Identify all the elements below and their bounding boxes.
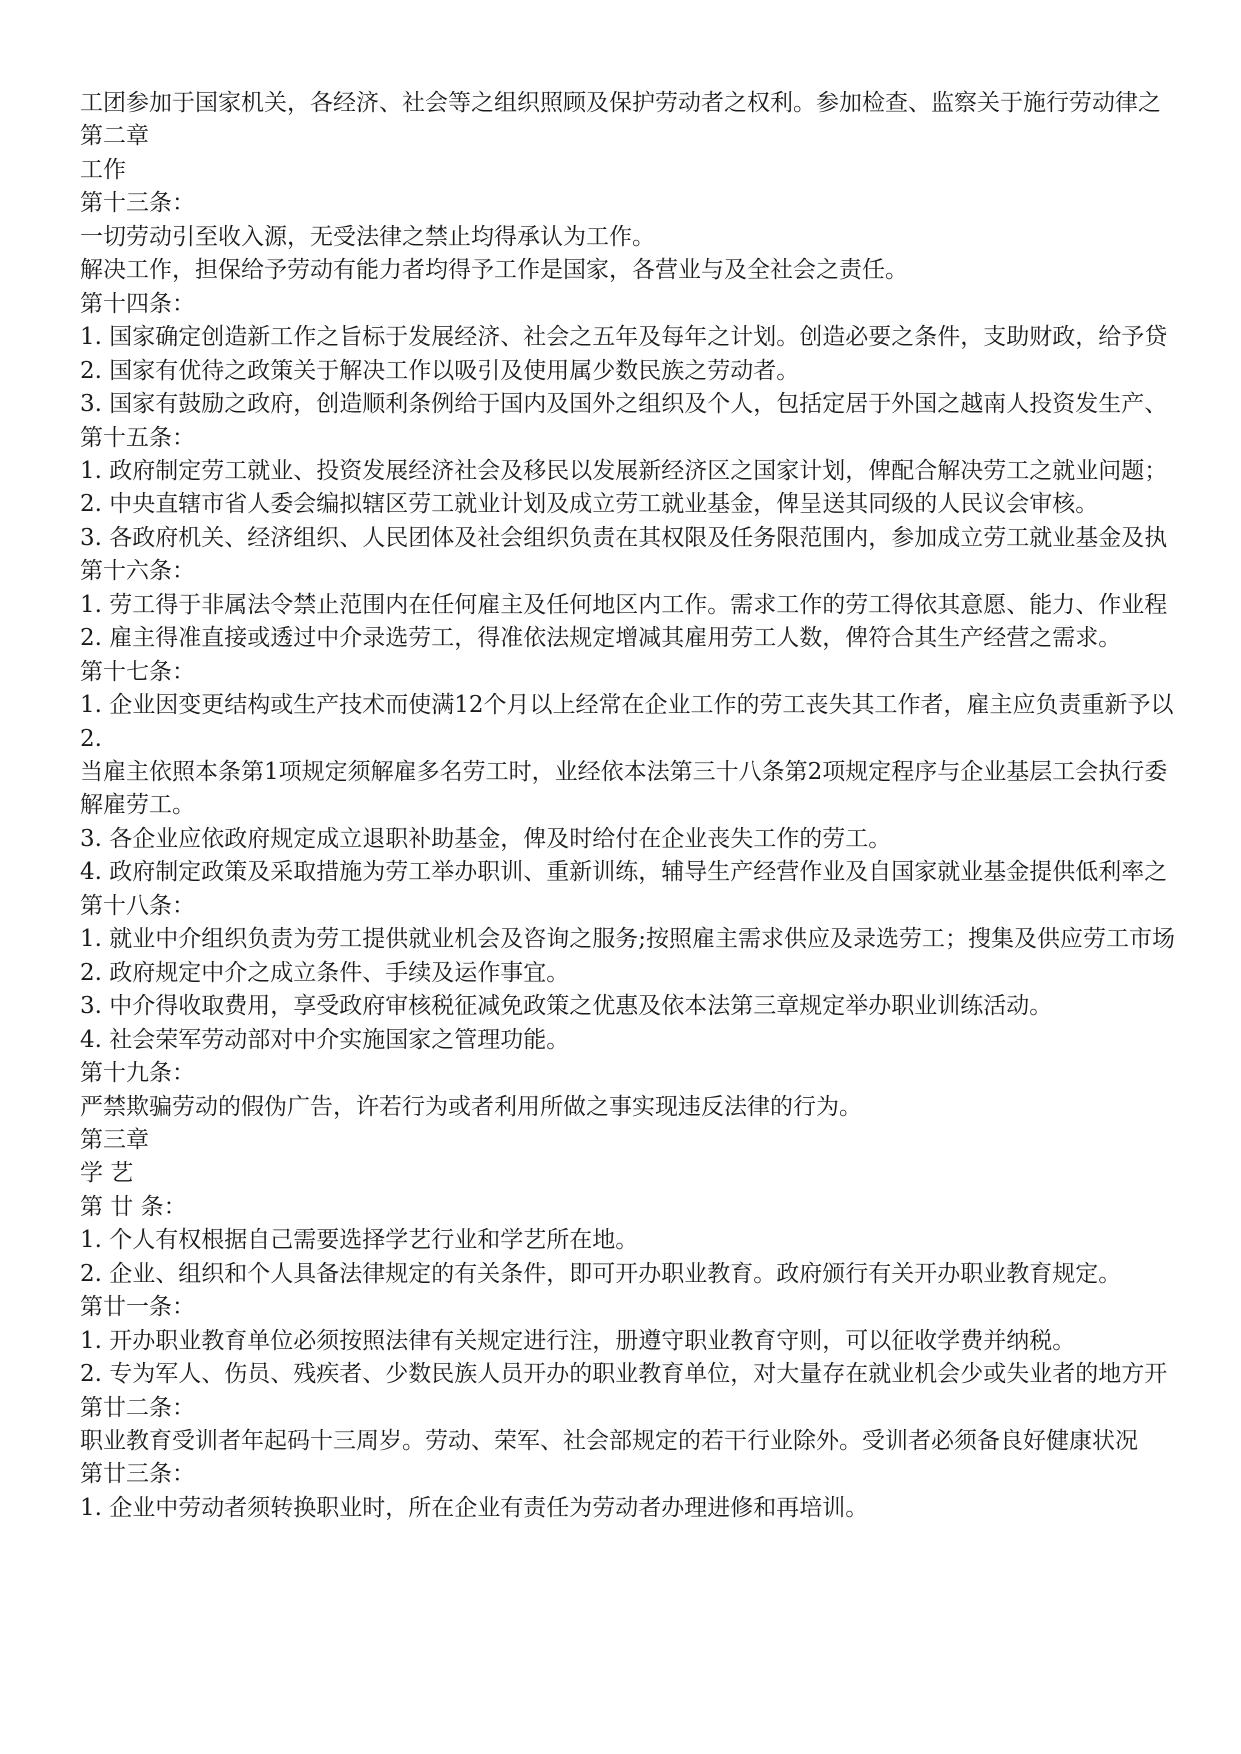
text-line: 第廿二条：	[80, 1395, 195, 1421]
text-line: 当雇主依照本条第1项规定须解雇多名劳工时，业经依本法第三十八条第2项规定程序与企业基层工会执行委	[80, 759, 1168, 785]
text-line: 1. 开办职业教育单位必须按照法律有关规定进行注，册遵守职业教育守则，可以征收学费并纳税。	[80, 1328, 1076, 1354]
text-line: 工团参加于国家机关，各经济、社会等之组织照顾及保护劳动者之权利。参加检查、监察关于施行劳动律之	[80, 90, 1161, 116]
text-line: 第二章	[80, 123, 149, 149]
text-line: 严禁欺骗劳动的假伪广告，许若行为或者利用所做之事实现违反法律的行为。	[80, 1094, 862, 1120]
text-line: 第三章	[80, 1127, 149, 1153]
text-line: 2. 中央直辖市省人委会编拟辖区劳工就业计划及成立劳工就业基金，俾呈送其同级的人民议会审核。	[80, 491, 1099, 517]
text-line: 4. 政府制定政策及采取措施为劳工举办职训、重新训练，辅导生产经营作业及自国家就业基金提供低利率之	[80, 859, 1168, 885]
text-line: 第十四条：	[80, 291, 195, 317]
text-line: 3. 各政府机关、经济组织、人民团体及社会组织负责在其权限及任务限范围内，参加成立劳工就业基金及执	[80, 525, 1168, 551]
text-line: 2. 专为军人、伤员、残疾者、少数民族人员开办的职业教育单位，对大量存在就业机会少或失业者的地方开	[80, 1361, 1168, 1387]
text-line: 1. 企业中劳动者须转换职业时，所在企业有责任为劳动者办理进修和再培训。	[80, 1495, 869, 1521]
text-line: 2. 政府规定中介之成立条件、手续及运作事宜。	[80, 960, 570, 986]
text-line: 1. 个人有权根据自己需要选择学艺行业和学艺所在地。	[80, 1227, 639, 1253]
text-line: 解雇劳工。	[80, 792, 195, 818]
text-line: 第廿一条：	[80, 1294, 195, 1320]
text-line: 2. 雇主得准直接或透过中介录选劳工，得准依法规定增减其雇用劳工人数，俾符合其生产经营之需求。	[80, 625, 1122, 651]
text-line: 3. 中介得收取费用，享受政府审核税征减免政策之优惠及依本法第三章规定举办职业训练活动。	[80, 993, 1053, 1019]
text-line: 学 艺	[80, 1160, 134, 1186]
text-line: 第 廿 条：	[80, 1194, 187, 1220]
text-line: 1. 国家确定创造新工作之旨标于发展经济、社会之五年及每年之计划。创造必要之条件，支助财政，给予贷	[80, 324, 1168, 350]
text-line: 一切劳动引至收入源，无受法律之禁止均得承认为工作。	[80, 224, 655, 250]
text-line: 第十九条：	[80, 1060, 195, 1086]
text-line: 解决工作，担保给予劳动有能力者均得予工作是国家，各营业与及全社会之责任。	[80, 257, 908, 283]
text-line: 第十五条：	[80, 425, 195, 451]
text-line: 1. 政府制定劳工就业、投资发展经济社会及移民以发展新经济区之国家计划，俾配合解决劳工之就业问题；	[80, 458, 1168, 484]
text-line: 1. 就业中介组织负责为劳工提供就业机会及咨询之服务;按照雇主需求供应及录选劳工；搜集及供应劳工市场	[80, 926, 1176, 952]
text-line: 第廿三条：	[80, 1461, 195, 1487]
text-line: 2. 国家有优待之政策关于解决工作以吸引及使用属少数民族之劳动者。	[80, 358, 800, 384]
text-line: 4. 社会荣军劳动部对中介实施国家之管理功能。	[80, 1027, 570, 1053]
text-line: 2. 企业、组织和个人具备法律规定的有关条件，即可开办职业教育。政府颁行有关开办职业教育规定。	[80, 1261, 1122, 1287]
text-line: 3. 各企业应依政府规定成立退职补助基金，俾及时给付在企业丧失工作的劳工。	[80, 826, 892, 852]
text-line: 第十七条：	[80, 659, 195, 685]
text-line: 第十六条：	[80, 558, 195, 584]
text-line: 工作	[80, 157, 126, 183]
text-line: 3. 国家有鼓励之政府，创造顺利条例给于国内及国外之组织及个人，包括定居于外国之越南人投资发生产、	[80, 391, 1168, 417]
text-line: 1. 劳工得于非属法令禁止范围内在任何雇主及任何地区内工作。需求工作的劳工得依其意愿、能力、作业程	[80, 592, 1168, 618]
text-line: 职业教育受训者年起码十三周岁。劳动、荣军、社会部规定的若干行业除外。受训者必须备良好健康状况	[80, 1428, 1138, 1454]
text-line: 第十三条：	[80, 190, 195, 216]
text-line: 第十八条：	[80, 893, 195, 919]
text-line: 2.	[80, 726, 102, 752]
text-line: 1. 企业因变更结构或生产技术而使满12个月以上经常在企业工作的劳工丧失其工作者，雇主应负责重新予以	[80, 692, 1174, 718]
